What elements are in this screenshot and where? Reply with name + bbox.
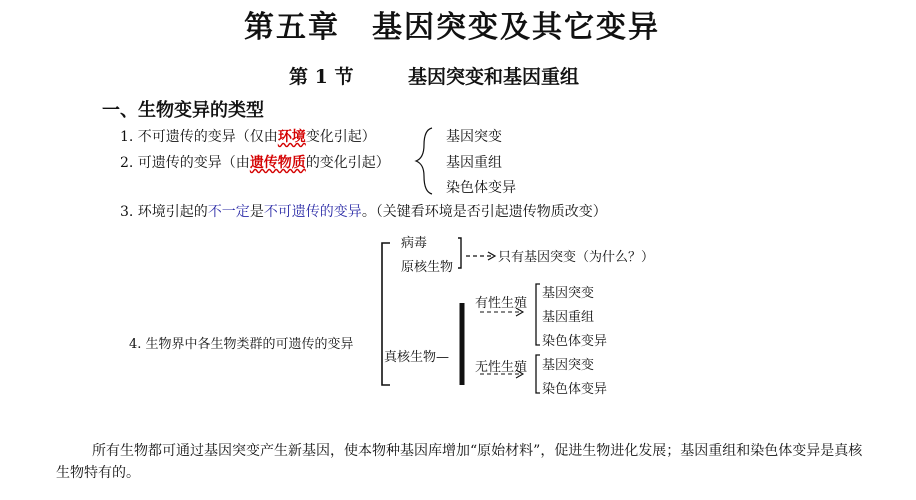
- item2-highlight: 遗传物质: [249, 155, 306, 171]
- diagram-prokaryote: 原核生物: [401, 260, 454, 275]
- item2-post: 的变化引起）: [305, 155, 390, 171]
- item1-highlight: 环境: [277, 129, 306, 145]
- heading-variation-types: 一、生物变异的类型: [102, 100, 264, 121]
- diagram-root-label: 4. 生物界中各生物类群的可遗传的变异: [129, 337, 354, 352]
- diagram-prokaryote-result: 只有基因突变（为什么？）: [498, 250, 655, 265]
- diagram-eukaryote: 真核生物—: [384, 350, 450, 365]
- section-name: 基因突变和基因重组: [408, 66, 580, 88]
- sexual-type-mutation: 基因突变: [542, 286, 595, 301]
- heritable-type-recombination: 基因重组: [446, 155, 502, 171]
- item2-pre: 2. 可遗传的变异（由: [120, 155, 250, 171]
- summary-paragraph: 所有生物都可通过基因突变产生新基因，使本物种基因库增加“原始材料”，促进生物进化发展；基因重组和染色体变异是真核生物特有的。: [56, 443, 863, 481]
- item1-pre: 1. 不可遗传的变异（仅由: [120, 129, 278, 145]
- item3-pre: 3. 环境引起的: [120, 204, 208, 220]
- item3-blue2: 不可遗传的变异: [263, 204, 362, 220]
- asexual-type-mutation: 基因突变: [542, 358, 595, 373]
- sexual-type-recombination: 基因重组: [542, 310, 595, 325]
- diagram-asexual-reproduction: 无性生殖: [475, 360, 528, 375]
- item1-post: 变化引起）: [305, 129, 376, 145]
- item3-blue1: 不一定: [207, 204, 250, 220]
- item3-mid: 是: [249, 204, 264, 220]
- diagram-virus: 病毒: [401, 236, 428, 251]
- item3-post: 。（关键看环境是否引起遗传物质改变）: [361, 204, 607, 220]
- heritable-type-mutation: 基因突变: [446, 129, 502, 145]
- sexual-type-chromosome: 染色体变异: [542, 334, 608, 349]
- heritable-type-chromosome: 染色体变异: [446, 180, 516, 196]
- chapter-title: 第五章 基因突变及其它变异: [244, 10, 660, 45]
- asexual-type-chromosome: 染色体变异: [542, 382, 608, 397]
- section-number: 第 1 节: [289, 66, 354, 88]
- diagram-sexual-reproduction: 有性生殖: [475, 296, 528, 311]
